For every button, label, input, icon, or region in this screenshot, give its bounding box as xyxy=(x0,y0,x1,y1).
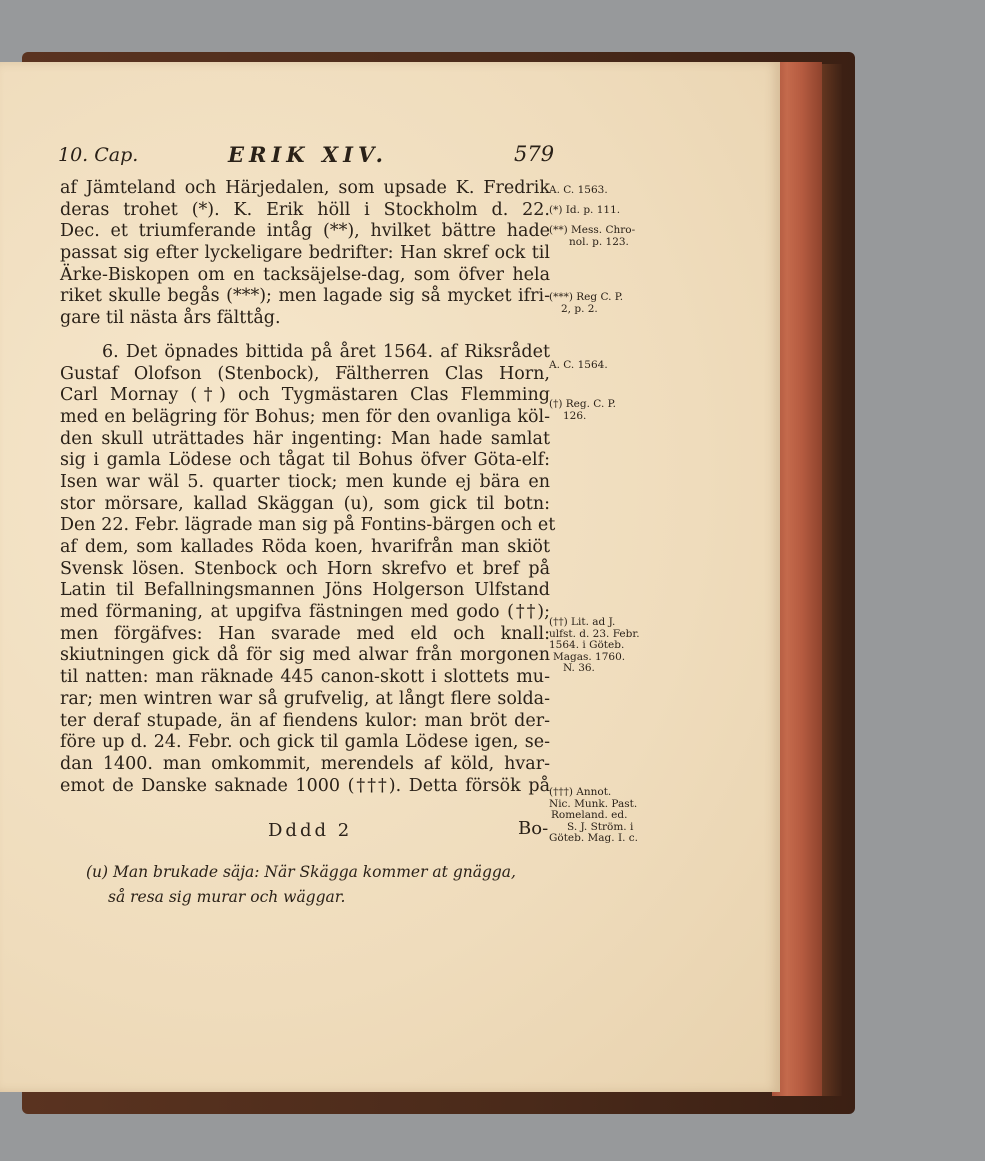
margin-note-line: (††) Lit. ad J. xyxy=(549,616,616,628)
margin-note-line: A. C. 1564. xyxy=(549,359,608,371)
margin-note xyxy=(549,399,649,422)
running-header xyxy=(0,140,780,170)
text-line: dan 1400. man omkommit, merendels af köld, hvar- xyxy=(60,753,550,774)
margin-note-line: (*) Id. p. 111. xyxy=(549,204,621,216)
margin-note-line: Romeland. ed. xyxy=(551,809,628,821)
text-line: Isen war wäl 5. quarter tiock; men kunde ej bära en xyxy=(60,471,550,492)
catchword: Bo- xyxy=(518,818,549,839)
text-line: men förgäfves: Han svarade med eld och knall: xyxy=(60,623,550,644)
margin-note xyxy=(549,205,649,217)
footnote xyxy=(86,860,556,910)
text-line: gare til nästa års fälttåg. xyxy=(60,308,281,329)
text-line: med förmaning, at upgifva fästningen med godo (††); xyxy=(60,602,550,623)
text-line: före up d. 24. Febr. och gick til gamla Lödese igen, se- xyxy=(60,732,550,753)
text-line: riket skulle begås (***); men lagade sig så mycket ifri- xyxy=(60,286,550,307)
margin-note-line: Göteb. Mag. I. c. xyxy=(549,832,638,844)
margin-note-line: 126. xyxy=(563,409,587,422)
text-line: til natten: man räknade 445 canon-skott i slottets mu- xyxy=(60,667,550,688)
text-line: rar; men wintren war så grufvelig, at långt flere solda- xyxy=(60,688,550,709)
text-line: den skull uträttades här ingenting: Man hade samlat xyxy=(60,428,550,449)
margin-note xyxy=(549,787,649,845)
margin-note xyxy=(549,225,649,248)
footnote-line: (u) Man brukade säja: När Skägga kommer at gnägga, xyxy=(86,863,516,881)
margin-note xyxy=(549,185,649,197)
body-text xyxy=(60,178,556,797)
text-line: Den 22. Febr. lägrade man sig på Fontins-bärgen och et xyxy=(60,515,556,536)
text-line: sig i gamla Lödese och tågat til Bohus öfver Göta-elf: xyxy=(60,450,550,471)
text-line: af Jämteland och Härjedalen, som upsade K. Fredrik xyxy=(60,178,550,198)
text-line: Gustaf Olofson (Stenbock), Fältherren Clas Horn, xyxy=(60,363,550,384)
margin-note-line: 2, p. 2. xyxy=(561,302,598,315)
chapter-label: 10. Cap. xyxy=(58,144,139,166)
margin-note xyxy=(549,360,649,372)
text-line: Ärke-Biskopen om en tacksäjelse-dag, som öfver hela xyxy=(60,264,550,285)
signature-mark: Dddd 2 xyxy=(268,820,353,841)
text-line: ter deraf stupade, än af fiendens kulor: man bröt der- xyxy=(60,710,550,731)
margin-note-line: (**) Mess. Chro- xyxy=(549,224,636,236)
margin-note-line: nol. p. 123. xyxy=(569,235,629,248)
text-line: med en belägring för Bohus; men för den ovanliga köl- xyxy=(60,406,550,427)
text-line: Latin til Befallningsmannen Jöns Holgerson Ulfstand xyxy=(60,580,550,601)
running-title: ERIK XIV. xyxy=(228,142,388,167)
text-line: stor mörsare, kallad Skäggan (u), som gick til botn: xyxy=(60,493,550,514)
margin-note-line: Magas. 1760. xyxy=(553,650,626,663)
text-line: 6. Det öpnades bittida på året 1564. af Riksrådet xyxy=(102,341,550,362)
margin-note-line: (†††) Annot. xyxy=(549,786,612,798)
margin-note-line: ulfst. d. 23. Febr. xyxy=(549,627,640,640)
text-line: emot de Danske saknade 1000 (†††). Detta försök på xyxy=(60,775,550,796)
paragraph-gap xyxy=(60,330,550,342)
text-line: deras trohet (*). K. Erik höll i Stockholm d. 22. xyxy=(60,199,550,220)
margin-note xyxy=(549,617,649,675)
text-line: skiutningen gick då för sig med alwar från morgonen xyxy=(60,645,550,666)
margin-note-line: S. J. Ström. i xyxy=(567,820,634,833)
footnote-line: så resa sig murar och wäggar. xyxy=(108,888,346,906)
text-line: af dem, som kallades Röda koen, hvarifrån man skiöt xyxy=(60,537,550,557)
margin-note-line: 1564. i Göteb. xyxy=(549,639,625,651)
page-number: 579 xyxy=(514,142,555,166)
margin-note-line: (***) Reg C. P. xyxy=(549,291,624,303)
text-line: passat sig efter lyckeligare bedrifter: Han skref ock til xyxy=(60,243,550,264)
text-line: Dec. et triumferande intåg (**), hvilket bättre hade xyxy=(60,221,550,242)
margin-note-line: A. C. 1563. xyxy=(549,184,608,196)
text-line: Carl Mornay (†) och Tygmästaren Clas Flemming xyxy=(60,385,550,406)
margin-note-line: (†) Reg. C. P. xyxy=(549,398,616,410)
margin-note-line: Nic. Munk. Past. xyxy=(549,797,638,810)
margin-note xyxy=(549,292,649,315)
margin-note-line: N. 36. xyxy=(563,662,595,674)
text-line: Svensk lösen. Stenbock och Horn skrefvo et bref på xyxy=(60,558,550,579)
